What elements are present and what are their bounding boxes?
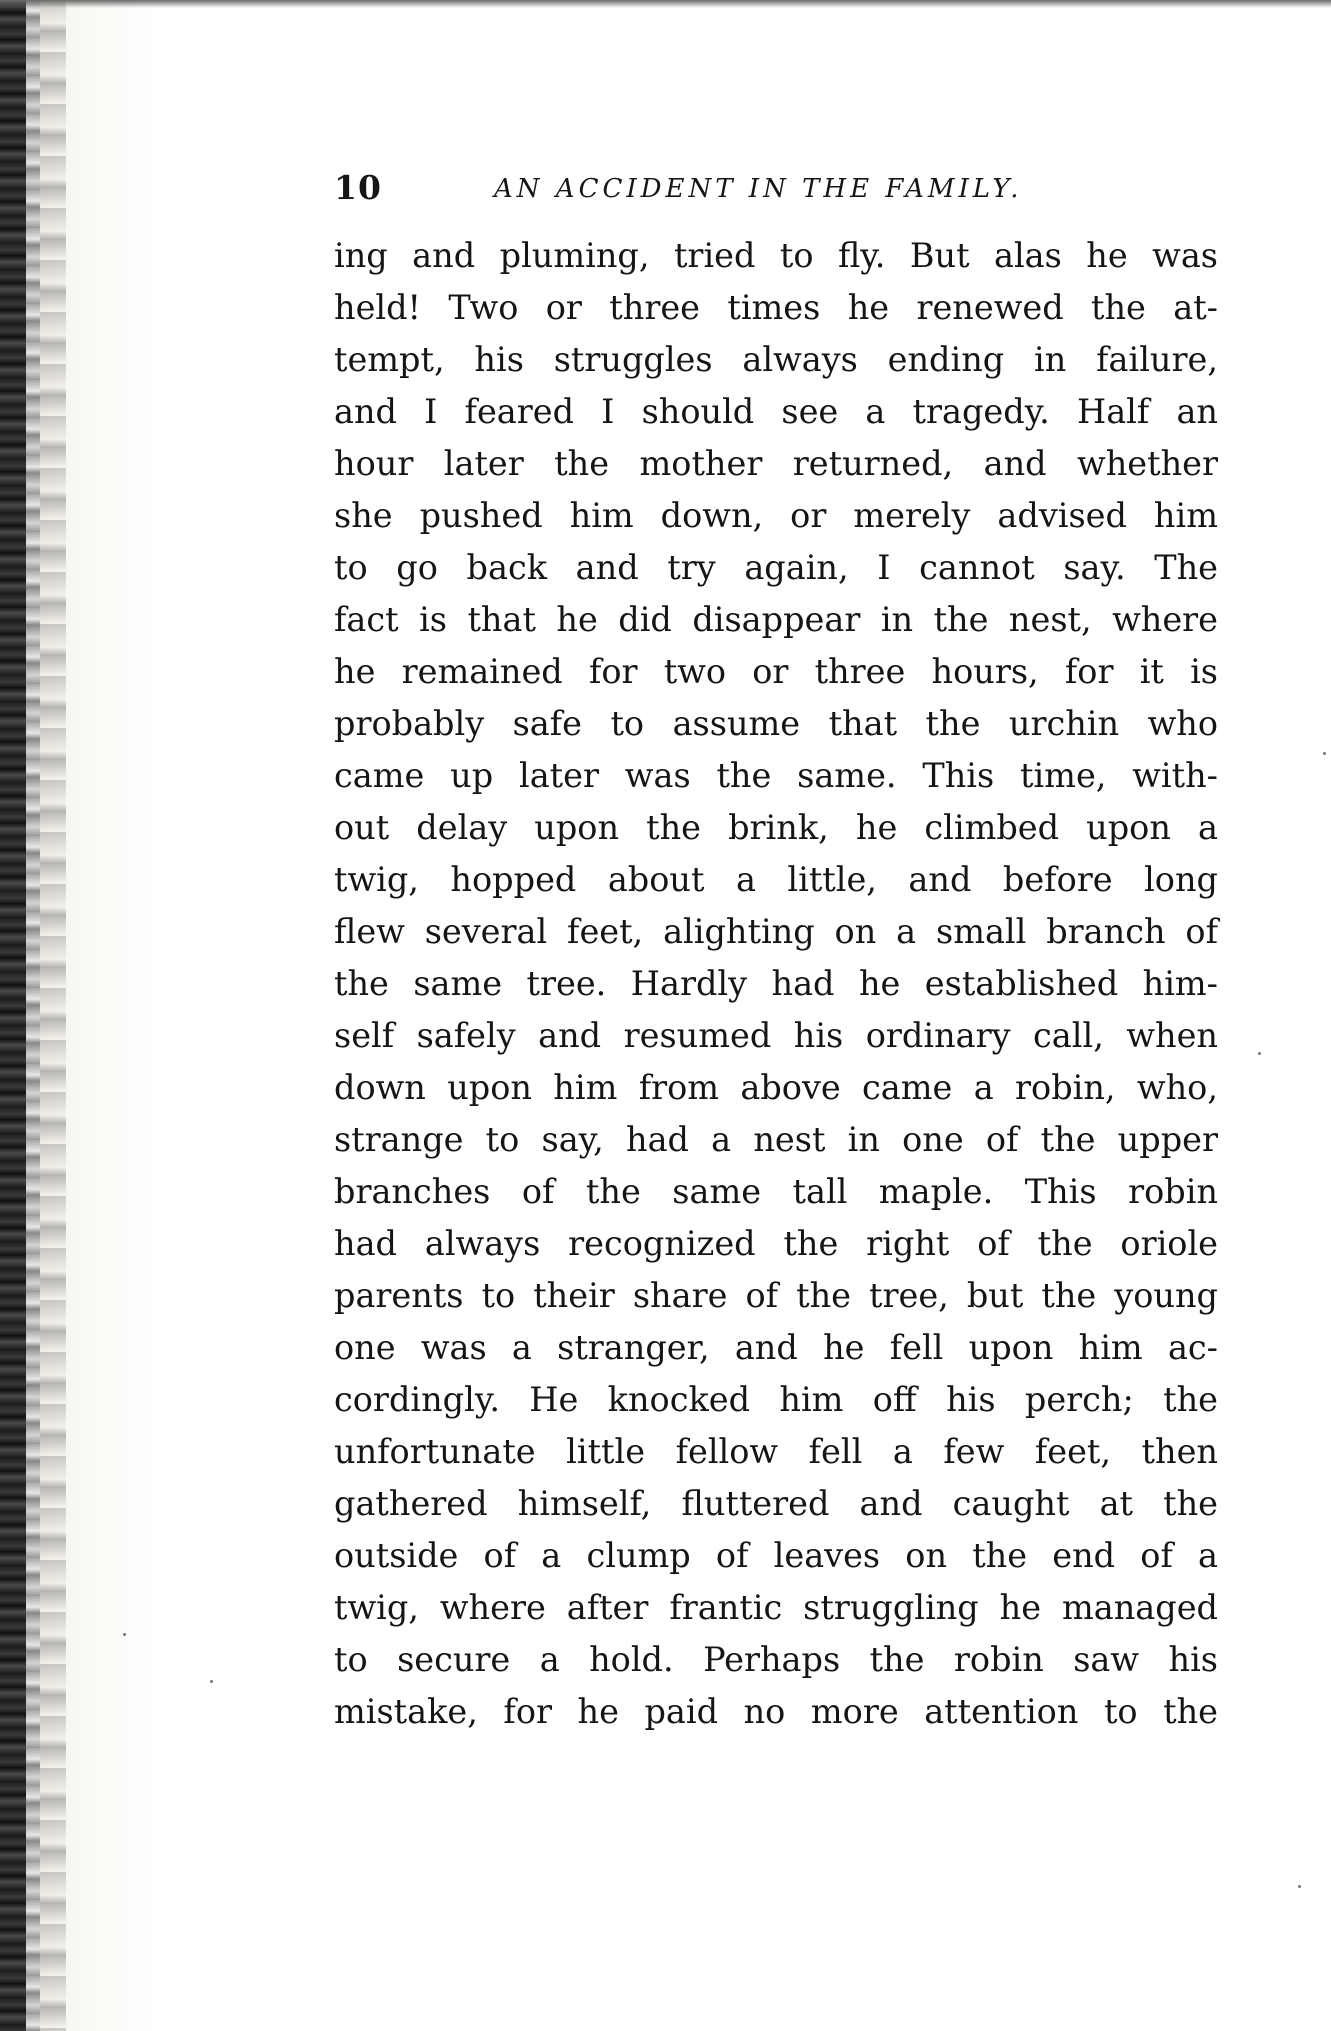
text-line: had always recognized the right of the oriole	[334, 1224, 1218, 1263]
text-line: unfortunate little fellow fell a few feet, then	[334, 1432, 1218, 1471]
print-speck	[1298, 1885, 1301, 1888]
print-speck	[1323, 752, 1326, 755]
text-line: she pushed him down, or merely advised him	[334, 496, 1218, 535]
text-line: down upon him from above came a robin, who,	[334, 1068, 1218, 1107]
text-line: fact is that he did disappear in the nest, where	[334, 600, 1218, 639]
text-line: parents to their share of the tree, but the young	[334, 1276, 1218, 1315]
running-title: AN ACCIDENT IN THE FAMILY.	[494, 174, 1023, 204]
text-line: the same tree. Hardly had he established him-	[334, 964, 1218, 1003]
page-gutter-shading	[40, 0, 66, 2031]
text-line: flew several feet, alighting on a small branch of	[334, 912, 1218, 951]
print-speck	[210, 1680, 213, 1683]
text-line: gathered himself, fluttered and caught at the	[334, 1484, 1218, 1523]
text-line: held! Two or three times he renewed the at-	[334, 288, 1218, 327]
text-line: branches of the same tall maple. This robin	[334, 1172, 1218, 1211]
text-line: strange to say, had a nest in one of the upper	[334, 1120, 1218, 1159]
text-line: tempt, his struggles always ending in failure,	[334, 340, 1218, 379]
text-line: outside of a clump of leaves on the end of a	[334, 1536, 1218, 1575]
text-line: out delay upon the brink, he climbed upon a	[334, 808, 1218, 847]
text-line: ing and pluming, tried to fly. But alas he was	[334, 236, 1218, 275]
text-line: mistake, for he paid no more attention to the	[334, 1692, 1218, 1731]
text-line: to secure a hold. Perhaps the robin saw his	[334, 1640, 1218, 1679]
running-head	[334, 168, 1218, 220]
page-content	[334, 168, 1218, 1738]
text-line: came up later was the same. This time, with-	[334, 756, 1218, 795]
text-line: he remained for two or three hours, for it is	[334, 652, 1218, 691]
text-line: to go back and try again, I cannot say. The	[334, 548, 1218, 587]
text-line: one was a stranger, and he fell upon him ac-	[334, 1328, 1218, 1367]
print-speck	[123, 1633, 126, 1636]
text-line: self safely and resumed his ordinary call, when	[334, 1016, 1218, 1055]
text-line: twig, where after frantic struggling he managed	[334, 1588, 1218, 1627]
book-binding-shadow	[26, 0, 40, 2031]
print-speck	[1258, 1052, 1261, 1055]
page-top-edge	[0, 0, 1331, 8]
text-line: twig, hopped about a little, and before long	[334, 860, 1218, 899]
book-binding-edge	[0, 0, 26, 2031]
body-text	[334, 230, 1218, 1738]
page-number: 10	[334, 168, 382, 207]
text-line: hour later the mother returned, and whether	[334, 444, 1218, 483]
text-line: and I feared I should see a tragedy. Half an	[334, 392, 1218, 431]
text-line: cordingly. He knocked him off his perch; the	[334, 1380, 1218, 1419]
text-line: probably safe to assume that the urchin who	[334, 704, 1218, 743]
